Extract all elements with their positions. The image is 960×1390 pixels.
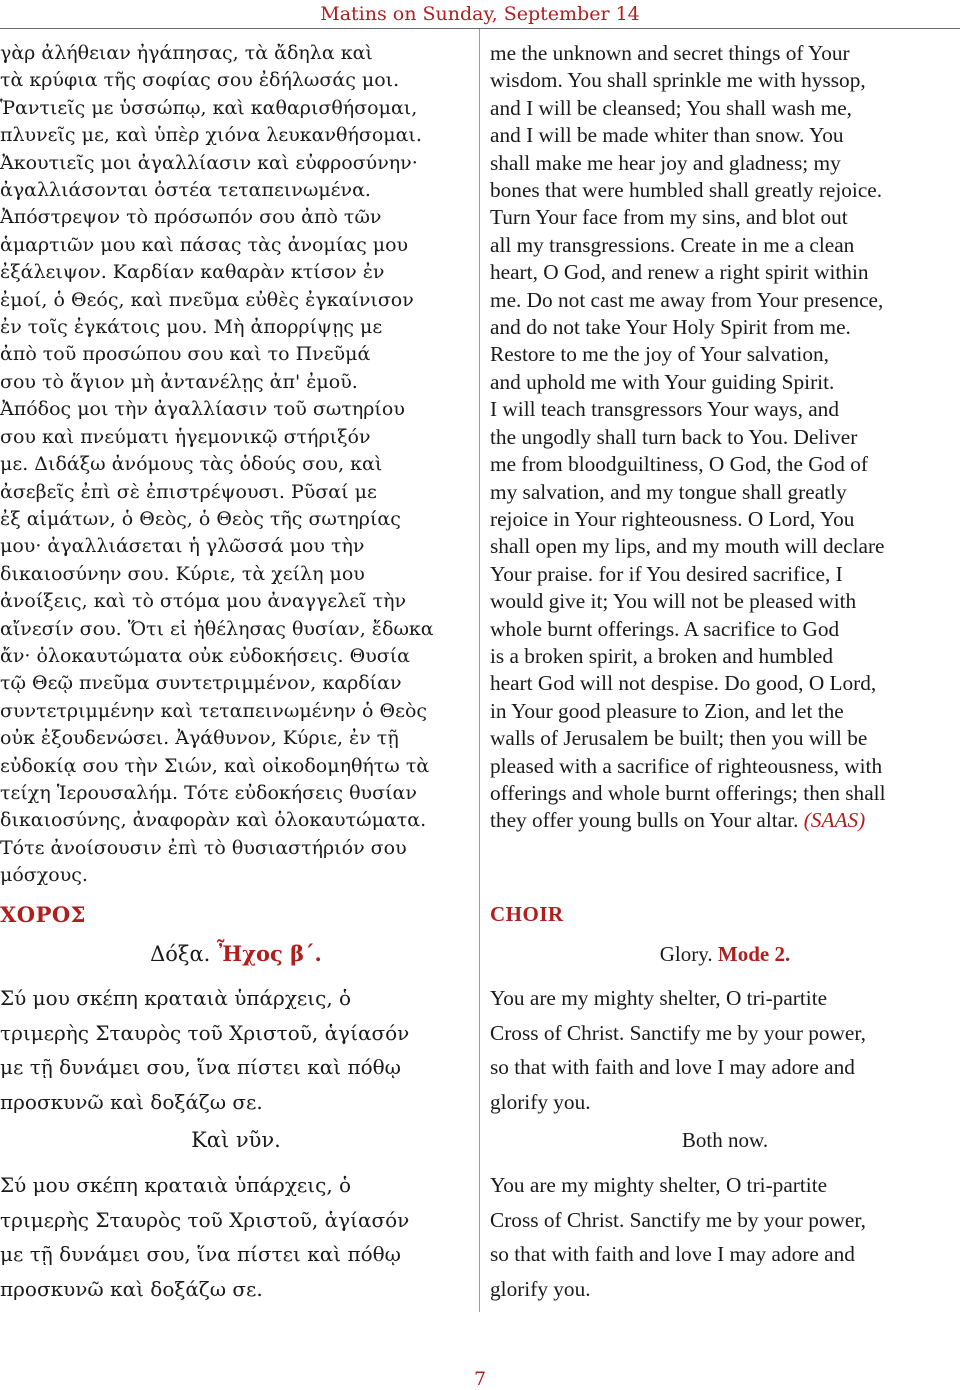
greek-column (0, 40, 472, 890)
english-glory-line (490, 940, 960, 968)
english-psalm-body: me the unknown and secret things of Your wisdom. You shall sprinkle me with hyssop, and I will be cleansed; You shall wash me, and I will be made whiter than snow. You shall make me hear joy and gladness; my bones that were humbled shall greatly rejoice. Turn Your face from my sins, and blot out all my transgressions. Create in me a clean heart, O God, and renew a right spirit within me. Do not cast me away from Your presence, and do not take Your Holy Spirit from me. Restore to me the joy of Your salvation, and uphold me with Your guiding Spirit. I will teach transgressors Your ways, and the ungodly shall turn back to You. Deliver me from bloodguiltiness, O God, the God of my salvation, and my tongue shall greatly rejoice in Your righteousness. O Lord, You shall open my lips, and my mouth will declare Your praise. for if You desired sacrifice, I would give it; You will not be pleased with whole burnt offerings. A sacrifice to God is a broken spirit, a broken and humbled heart God will not despise. Do good, O Lord, in Your good pleasure to Zion, and let the walls of Jerusalem be built; then you will be pleased with a sacrifice of righteousness, with offerings and whole burnt offerings; then shall they offer young bulls on Your altar. (490, 41, 886, 833)
greek-glory-line (0, 940, 472, 968)
greek-choir-heading: ΧΟΡΟΣ (0, 902, 87, 927)
greek-mode-label: Ἦχος β΄. (217, 941, 322, 966)
greek-glory-label: Δόξα. (150, 942, 211, 966)
page-number: 7 (473, 1368, 487, 1390)
greek-hymn-first: Σύ μου σκέπη κραταιὰ ὑπάρχεις, ὁ τριμερὴς Σταυρὸς τοῦ Χριστοῦ, ἁγίασόν με τῇ δυνάμει σου, ἵνα πίστει καὶ πόθῳ προσκυνῶ καὶ δοξάζω σε. (0, 986, 410, 1114)
english-column (490, 40, 960, 835)
greek-hymn-second: Σύ μου σκέπη κραταιὰ ὑπάρχεις, ὁ τριμερὴς Σταυρὸς τοῦ Χριστοῦ, ἁγίασόν με τῇ δυνάμει σου, ἵνα πίστει καὶ πόθῳ προσκυνῶ καὶ δοξάζω σε. (0, 1173, 410, 1301)
english-hymn-first: You are my mighty shelter, O tri-partite Cross of Christ. Sanctify me by your power, so that with faith and love I may adore and glorify you. (490, 986, 866, 1114)
english-both-now: Both now. (681, 1128, 769, 1152)
page-header-title: Matins on Sunday, September 14 (320, 3, 640, 25)
header-divider (0, 28, 960, 29)
english-hymn-second: You are my mighty shelter, O tri-partite Cross of Christ. Sanctify me by your power, so that with faith and love I may adore and glorify you. (490, 1173, 866, 1301)
greek-psalm-text: γὰρ ἀλήθειαν ἠγάπησας, τὰ ἄδηλα καὶ τὰ κρύφια τῆς σοφίας σου ἐδήλωσάς μοι. Ῥαντιεῖς με ὑσσώπῳ, καὶ καθαρισθήσομαι, πλυνεῖς με, καὶ ὑπὲρ χιόνα λευκανθήσομαι. Ἀκουτιεῖς μοι ἀγαλλίασιν καὶ εὐφροσύνην· ἀγαλλιάσονται ὀστέα τεταπεινωμένα. Ἀπόστρεψον τὸ πρόσωπόν σου ἀπὸ τῶν ἁμαρτιῶν μου καὶ πάσας τὰς ἀνομίας μου ἐξάλειψον. Καρδίαν καθαρὰν κτίσον ἐν ἐμοί, ὁ Θεός, καὶ πνεῦμα εὐθὲς ἐγκαίνισον ἐν τοῖς ἐγκάτοις μου. Μὴ ἀπορρίψῃς με ἀπὸ τοῦ προσώπου σου καὶ το Πνεῦμά σου τὸ ἅγιον μὴ ἀντανέλῃς ἀπ' ἐμοῦ. Ἀπόδος μοι τὴν ἀγαλλίασιν τοῦ σωτηρίου σου καὶ πνεύματι ἡγεμονικῷ στήριξόν με. Διδάξω ἀνόμους τὰς ὁδούς σου, καὶ ἀσεβεῖς ἐπὶ σὲ ἐπιστρέψουσι. Ρῦσαί με ἐξ αἱμάτων, ὁ Θεὸς, ὁ Θεὸς τῆς σωτηρίας μου· ἀγαλλιάσεται ἡ γλῶσσά μου τὴν δικαιοσύνην σου. Κύριε, τὰ χείλη μου ἀνοίξεις, καὶ τὸ στόμα μου ἀναγγελεῖ τὴν αἴνεσίν σου. Ὅτι εἰ ἠθέλησας θυσίαν, ἔδωκα ἄν· ὁλοκαυτώματα οὐκ εὐδοκήσεις. Θυσία τῷ Θεῷ πνεῦμα συντετριμμένον, καρδίαν συντετριμμένην καὶ τεταπεινωμένην ὁ Θεὸς οὐκ ἐξουδενώσει. Ἀγάθυνον, Κύριε, ἐν τῇ εὐδοκίᾳ σου τὴν Σιών, καὶ οἰκοδομηθήτω τὰ τείχη Ἱερουσαλήμ. Τότε εὐδοκήσεις θυσίαν δικαιοσύνης, ἀναφορὰν καὶ ὁλοκαυτώματα. Τότε ἀνοίσουσιν ἐπὶ τὸ θυσιαστήριόν σου μόσχους. (0, 42, 434, 887)
english-glory-label: Glory. (659, 942, 713, 966)
english-psalm-text (490, 40, 960, 835)
english-choir-heading: CHOIR (490, 902, 564, 926)
english-mode-label: Mode 2. (717, 942, 791, 966)
greek-both-now: Καὶ νῦν. (191, 1128, 281, 1152)
saas-attribution: (SAAS) (803, 808, 866, 833)
column-divider (479, 29, 480, 1312)
